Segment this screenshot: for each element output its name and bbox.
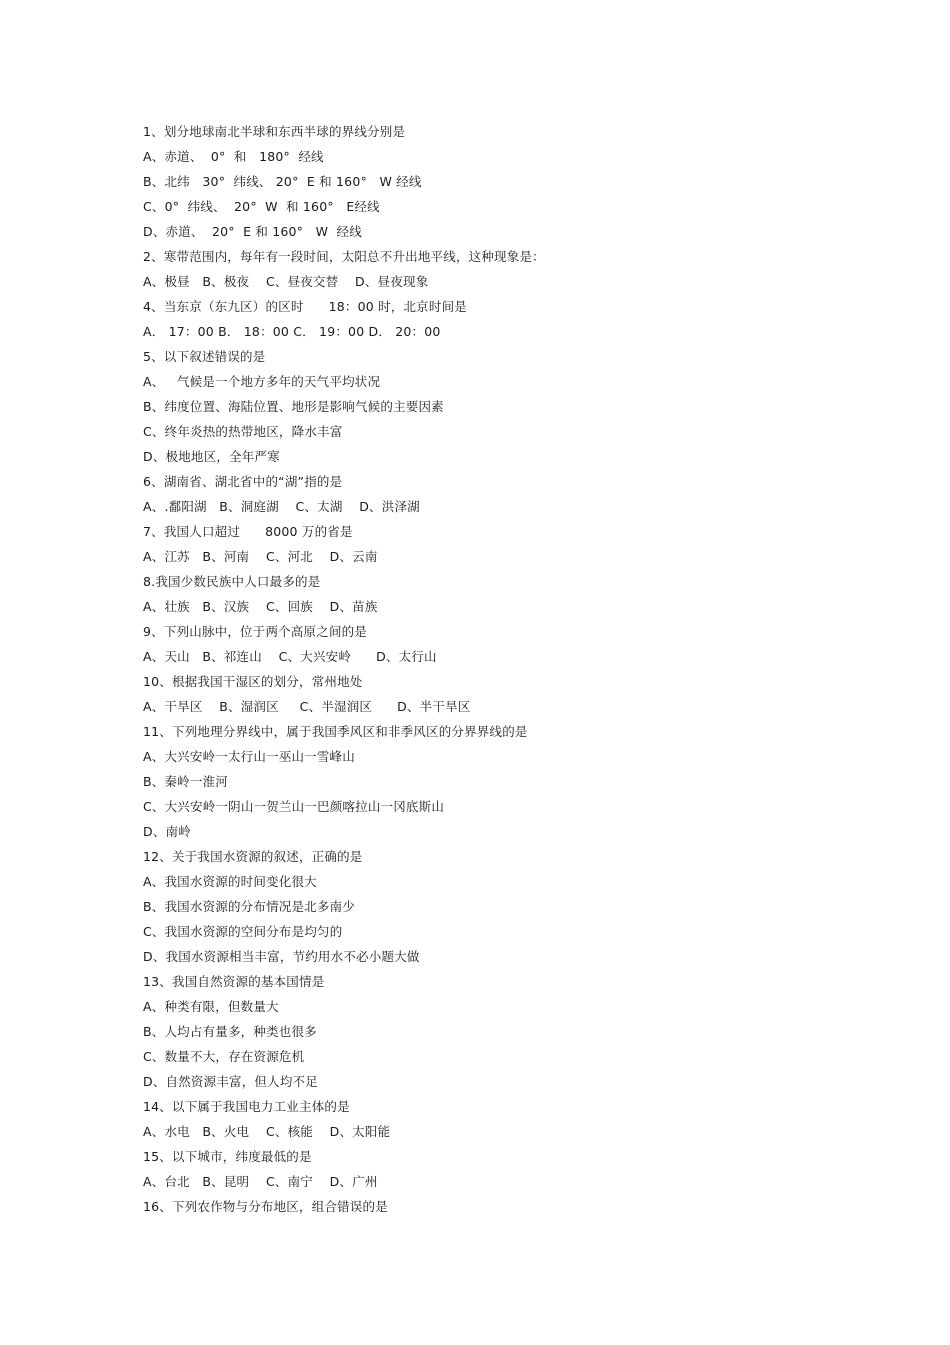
- options-2: A、极昼 B、极夜 C、昼夜交替 D、昼夜现象: [143, 274, 429, 289]
- option-12d: D、我国水资源相当丰富，节约用水不必小题大做: [143, 949, 420, 964]
- options-7: A、江苏 B、河南 C、河北 D、云南: [143, 549, 378, 564]
- option-1b: B、北纬 30° 纬线、 20° E 和 160° W 经线: [143, 174, 422, 189]
- option-11c: C、大兴安岭一阴山一贺兰山一巴颜喀拉山一冈底斯山: [143, 799, 445, 814]
- question-15: 15、以下城市，纬度最低的是: [143, 1149, 312, 1164]
- option-11b: B、秦岭一淮河: [143, 774, 228, 789]
- option-13b: B、人均占有量多，种类也很多: [143, 1024, 317, 1039]
- option-12c: C、我国水资源的空间分布是均匀的: [143, 924, 343, 939]
- question-2: 2、寒带范围内，每年有一段时间，太阳总不升出地平线，这种现象是：: [143, 249, 545, 264]
- option-1c: C、0° 纬线、 20° W 和 160° E经线: [143, 199, 380, 214]
- document-body: [143, 119, 903, 1219]
- option-5d: D、极地地区，全年严寒: [143, 449, 280, 464]
- option-11a: A、大兴安岭一太行山一巫山一雪峰山: [143, 749, 355, 764]
- option-12b: B、我国水资源的分布情况是北多南少: [143, 899, 355, 914]
- question-13: 13、我国自然资源的基本国情是: [143, 974, 325, 989]
- question-12: 12、关于我国水资源的叙述，正确的是: [143, 849, 363, 864]
- question-16: 16、下列农作物与分布地区，组合错误的是: [143, 1199, 388, 1214]
- question-6: 6、湖南省、湖北省中的“湖”指的是: [143, 474, 343, 489]
- options-15: A、台北 B、昆明 C、南宁 D、广州: [143, 1174, 378, 1189]
- option-1d: D、赤道、 20° E 和 160° W 经线: [143, 224, 362, 239]
- question-4: 4、当东京（东九区）的区时 18：00 时，北京时间是: [143, 299, 467, 314]
- question-1: 1、划分地球南北半球和东西半球的界线分别是: [143, 124, 406, 139]
- option-13a: A、种类有限，但数量大: [143, 999, 279, 1014]
- option-1a: A、赤道、 0° 和 180° 经线: [143, 149, 324, 164]
- option-12a: A、我国水资源的时间变化很大: [143, 874, 317, 889]
- options-9: A、天山 B、祁连山 C、大兴安岭 D、太行山: [143, 649, 437, 664]
- question-8: 8.我国少数民族中人口最多的是: [143, 574, 321, 589]
- question-9: 9、下列山脉中，位于两个高原之间的是: [143, 624, 368, 639]
- option-13c: C、数量不大，存在资源危机: [143, 1049, 305, 1064]
- options-6: A、.鄱阳湖 B、洞庭湖 C、太湖 D、洪泽湖: [143, 499, 420, 514]
- option-13d: D、自然资源丰富，但人均不足: [143, 1074, 318, 1089]
- question-5: 5、以下叙述错误的是: [143, 349, 266, 364]
- question-10: 10、根据我国干湿区的划分，常州地处: [143, 674, 363, 689]
- option-11d: D、南岭: [143, 824, 191, 839]
- question-14: 14、以下属于我国电力工业主体的是: [143, 1099, 350, 1114]
- option-5c: C、终年炎热的热带地区，降水丰富: [143, 424, 343, 439]
- question-11: 11、下列地理分界线中，属于我国季风区和非季风区的分界界线的是: [143, 724, 528, 739]
- question-7: 7、我国人口超过 8000 万的省是: [143, 524, 353, 539]
- options-8: A、壮族 B、汉族 C、回族 D、苗族: [143, 599, 378, 614]
- options-10: A、干旱区 B、湿润区 C、半湿润区 D、半干旱区: [143, 699, 471, 714]
- options-14: A、水电 B、火电 C、核能 D、太阳能: [143, 1124, 391, 1139]
- options-4: A． 17：00 B． 18：00 C． 19：00 D． 20：00: [143, 324, 441, 339]
- option-5a: A、 气候是一个地方多年的天气平均状况: [143, 374, 381, 389]
- option-5b: B、纬度位置、海陆位置、地形是影响气候的主要因素: [143, 399, 444, 414]
